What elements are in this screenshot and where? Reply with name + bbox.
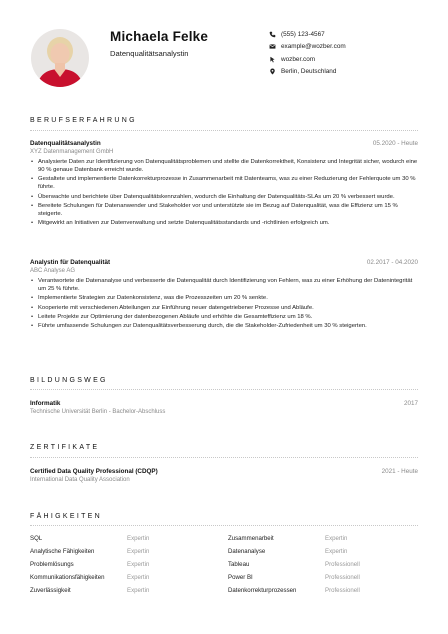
phone-icon xyxy=(269,31,276,38)
section-title-education: BILDUNGSWEG xyxy=(30,377,108,384)
skill-row xyxy=(30,587,418,600)
section-title-certificates: ZERTIFIKATE xyxy=(30,444,100,451)
contact-location xyxy=(269,66,429,79)
education-entry xyxy=(30,400,418,416)
skill-level: Professionell xyxy=(325,587,360,594)
certificate-issuer: International Data Quality Association xyxy=(30,477,130,483)
section-divider xyxy=(30,457,418,458)
job-bullet: • Gestaltete und implementierte Datenkorrekturprozesse in Zusammenarbeit mit Datenteams, was zu einer Reduzierung der Fehlerquote um 30 % führte. xyxy=(30,175,418,191)
skill-level: Professionell xyxy=(325,574,360,581)
skill-name: Problemlösungs xyxy=(30,561,74,568)
skill-name: Analytische Fähigkeiten xyxy=(30,548,95,555)
mail-icon xyxy=(269,43,276,50)
skill-name: Zusammenarbeit xyxy=(228,535,274,542)
contact-email[interactable] xyxy=(269,41,429,54)
section-divider xyxy=(30,130,418,131)
skill-row xyxy=(30,561,418,574)
job-bullet: • Mitgewirkt an Initiativen zur Datenverwaltung und setzte Datenqualitätsstandards und -richtlinien erfolgreich um. xyxy=(30,219,418,227)
cursor-icon xyxy=(269,56,276,63)
job-bullet: • Führte umfassende Schulungen zur Datenqualitätsverbesserung durch, die die Stakeholder-Zufriedenheit um 30 % steigerten. xyxy=(30,322,418,330)
candidate-name: Michaela Felke xyxy=(110,29,209,44)
candidate-role: Datenqualitätsanalystin xyxy=(110,49,189,58)
skill-name: Datenanalyse xyxy=(228,548,266,555)
job-bullets xyxy=(30,277,418,330)
job-bullets xyxy=(30,158,418,228)
skill-row xyxy=(30,548,418,561)
skill-level: Expertin xyxy=(127,535,150,542)
contact-list xyxy=(269,28,429,78)
job-bullet: • Implementierte Strategien zur Datenkonsistenz, was die Prozesszeiten um 20 % senkte. xyxy=(30,294,418,302)
job-bullet: • Analysierte Daten zur Identifizierung von Datenqualitätsproblemen und stellte die Datenkorrektheit, Konsistenz und Integrität sicher, wodurch eine 90 % genaue Datenbank erreicht wurde. xyxy=(30,158,418,174)
section-title-experience: BERUFSERFAHRUNG xyxy=(30,117,137,124)
skill-name: Datenkorrekturprozessen xyxy=(228,587,297,594)
skill-row xyxy=(30,535,418,548)
profile-photo xyxy=(31,29,89,87)
job-company: ABC Analyse AG xyxy=(30,268,76,274)
location-icon xyxy=(269,68,276,75)
section-title-skills: FÄHIGKEITEN xyxy=(30,513,102,520)
job-title: Analystin für Datenqualität xyxy=(30,259,111,266)
job-company: XYZ Datenmanagement GmbH xyxy=(30,149,114,155)
contact-email-text: example@wozber.com xyxy=(281,43,346,51)
skill-name: Power BI xyxy=(228,574,253,581)
section-divider xyxy=(30,525,418,526)
education-title: Informatik xyxy=(30,400,61,407)
education-subtitle: Technische Universität Berlin - Bachelor-Abschluss xyxy=(30,409,166,415)
skill-level: Expertin xyxy=(127,548,150,555)
skill-level: Expertin xyxy=(127,587,150,594)
job-date: 05.2020 - Heute xyxy=(372,140,418,147)
education-date: 2017 xyxy=(403,400,418,407)
certificate-title: Certified Data Quality Professional (CDQP) xyxy=(30,468,158,475)
skill-level: Expertin xyxy=(127,561,150,568)
job-bullet: • Leitete Projekte zur Optimierung der datenbezogenen Abläufe und erhöhte die Gesamteffizienz um 18 %. xyxy=(30,313,418,321)
certificate-entry xyxy=(30,468,418,484)
skill-row xyxy=(30,574,418,587)
job-entry-2 xyxy=(30,259,418,332)
job-bullet: • Verantwortete die Datenanalyse und verbesserte die Datenqualität durch Identifizierung von Fehlern, was zu einer Erhöhung der Datenintegrität um 25 % führte. xyxy=(30,277,418,293)
skill-level: Expertin xyxy=(325,548,348,555)
skill-name: Zuverlässigkeit xyxy=(30,587,71,594)
contact-website[interactable] xyxy=(269,53,429,66)
skill-level: Expertin xyxy=(127,574,150,581)
skill-level: Expertin xyxy=(325,535,348,542)
job-bullet: • Überwachte und berichtete über Datenqualitätskennzahlen, wodurch die Einhaltung der Datenqualitäts-SLAs um 20 % verbessert wurde. xyxy=(30,193,418,201)
certificate-date: 2021 - Heute xyxy=(381,468,418,475)
contact-phone xyxy=(269,28,429,41)
section-divider xyxy=(30,389,418,390)
job-bullet: • Kooperierte mit verschiedenen Abteilungen zur Einführung neuer datengetriebener Prozesse und Abläufe. xyxy=(30,304,418,312)
job-title: Datenqualitätsanalystin xyxy=(30,140,101,147)
job-date: 02.2017 - 04.2020 xyxy=(366,259,418,266)
contact-phone-text: (555) 123-4567 xyxy=(281,30,325,38)
contact-website-text: wozber.com xyxy=(281,55,316,63)
skill-level: Professionell xyxy=(325,561,360,568)
job-entry-1 xyxy=(30,140,418,229)
skills-grid xyxy=(30,535,418,600)
contact-location-text: Berlin, Deutschland xyxy=(281,68,337,76)
job-bullet: • Bereitete Schulungen für Datenanwender und Stakeholder vor und unterstützte sie im Bezug auf Datenqualität, was die Effizienz um 15 % steigerte. xyxy=(30,202,418,218)
skill-name: Tableau xyxy=(228,561,250,568)
skill-name: SQL xyxy=(30,535,43,542)
skill-name: Kommunikationsfähigkeiten xyxy=(30,574,105,581)
